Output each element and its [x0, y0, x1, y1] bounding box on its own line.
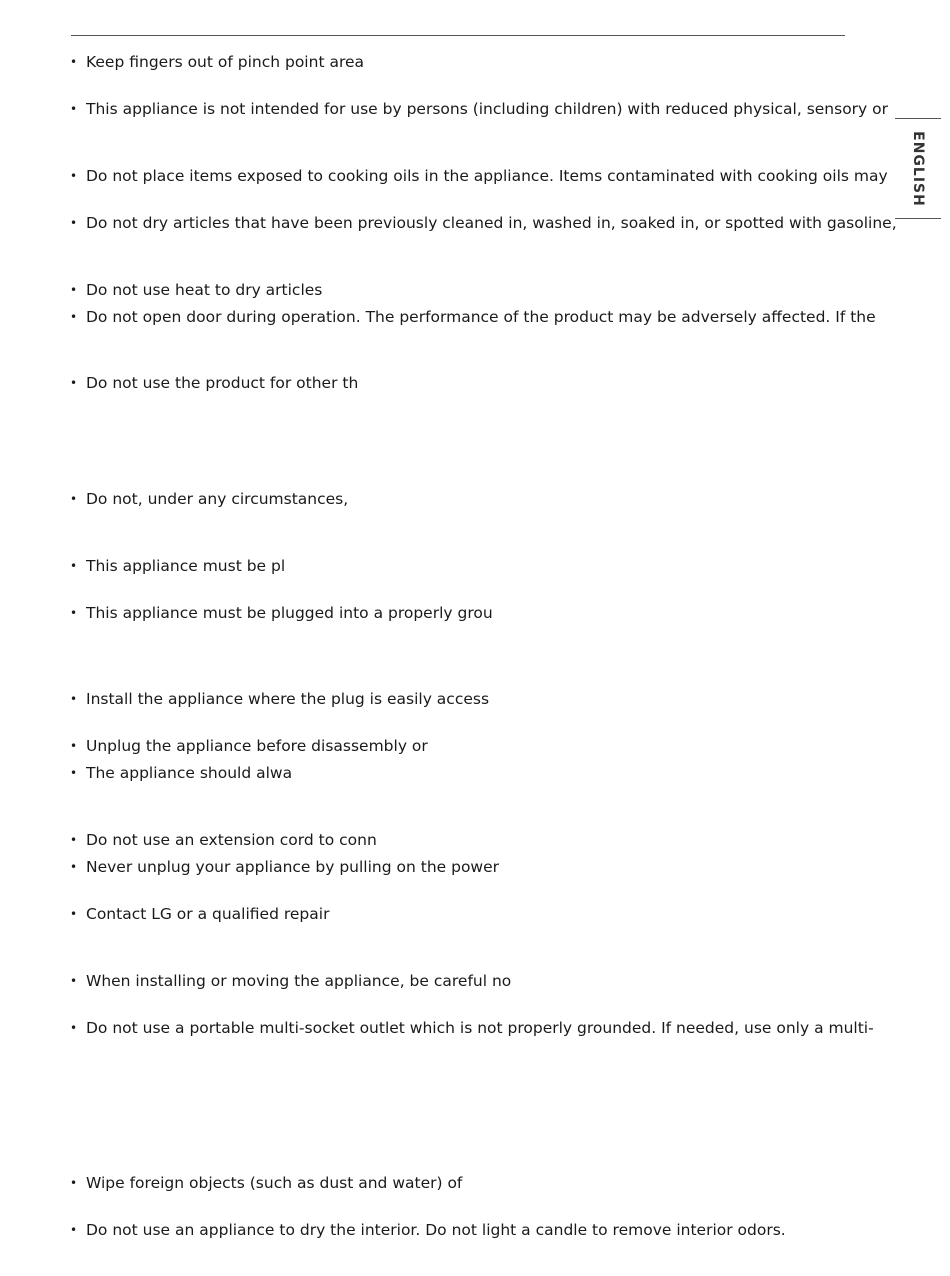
bullet-icon: • [70, 169, 78, 183]
bullet-icon: • [70, 1021, 78, 1035]
bullet-icon: • [70, 492, 78, 506]
bullet-icon: • [70, 283, 78, 297]
bullet-icon: • [70, 559, 78, 573]
bullet-icon: • [70, 833, 78, 847]
list-item: • Do not open door during operation. The performance of the product may be adversely affected. If the [70, 308, 876, 326]
list-item: • Contact LG or a qualified repair [70, 905, 330, 923]
language-tab-label: ENGLISH [910, 131, 926, 207]
list-item: • The appliance should alwa [70, 764, 293, 782]
bullet-icon: • [70, 310, 78, 324]
list-item: • When installing or moving the appliance, be careful no [70, 972, 512, 990]
list-item: • Do not use an extension cord to conn [70, 831, 377, 849]
bullet-icon: • [70, 739, 78, 753]
list-item: • Do not use the product for other th [70, 374, 359, 392]
top-rule [71, 35, 845, 36]
bullet-icon: • [70, 376, 78, 390]
list-item: • Keep fingers out of pinch point area [70, 53, 365, 71]
bullet-icon: • [70, 860, 78, 874]
list-item: • This appliance is not intended for use by persons (including children) with reduced physical, sensory or [70, 100, 889, 118]
list-item: • Install the appliance where the plug is easily access [70, 690, 490, 708]
list-item: • Do not, under any circumstances, [70, 490, 349, 508]
language-tab [895, 118, 941, 219]
bullet-icon: • [70, 1176, 78, 1190]
bullet-icon: • [70, 1223, 78, 1237]
list-item: • Do not use a portable multi-socket outlet which is not properly grounded. If needed, use only a multi- [70, 1019, 874, 1037]
bullet-icon: • [70, 216, 78, 230]
list-item: • Do not use heat to dry articles [70, 281, 323, 299]
list-item: • This appliance must be plugged into a properly grou [70, 604, 493, 622]
list-item: • This appliance must be pl [70, 557, 286, 575]
bullet-icon: • [70, 907, 78, 921]
list-item: • Unplug the appliance before disassembly or [70, 737, 428, 755]
list-item: • Never unplug your appliance by pulling on the power [70, 858, 500, 876]
bullet-icon: • [70, 766, 78, 780]
bullet-icon: • [70, 606, 78, 620]
list-item: • Do not place items exposed to cooking oils in the appliance. Items contaminated with cooking oils may [70, 167, 888, 185]
list-item: • Wipe foreign objects (such as dust and water) of [70, 1174, 463, 1192]
bullet-icon: • [70, 55, 78, 69]
bullet-icon: • [70, 692, 78, 706]
list-item: • Do not use an appliance to dry the interior. Do not light a candle to remove interior odors. [70, 1221, 786, 1239]
bullet-icon: • [70, 102, 78, 116]
list-item: • Do not dry articles that have been previously cleaned in, washed in, soaked in, or spotted with gasoline, [70, 214, 897, 232]
bullet-icon: • [70, 974, 78, 988]
